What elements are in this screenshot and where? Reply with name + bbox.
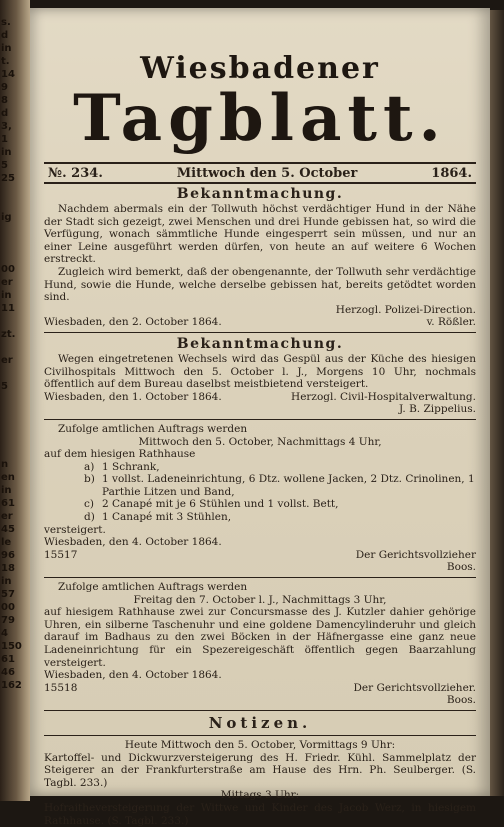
list-item xyxy=(84,461,476,474)
item-text: 1 Canapé mit 3 Stühlen, xyxy=(102,511,232,524)
margin-fragment: ig xyxy=(1,212,12,223)
margin-fragment xyxy=(1,393,17,406)
signer: Boos. xyxy=(446,694,476,707)
margin-fragment: 96 xyxy=(1,550,15,561)
margin-fragment: 00 xyxy=(1,602,15,613)
margin-fragment: en xyxy=(1,472,15,483)
divider xyxy=(44,419,476,420)
margin-fragment: 8 xyxy=(1,95,8,106)
divider xyxy=(44,710,476,711)
notice-time: Heute Mittwoch den 5. October, Vormittags 9 Uhr: xyxy=(124,738,396,751)
notice-auction-watches xyxy=(44,581,476,707)
place-date: Wiesbaden, den 4. October 1864. xyxy=(44,669,222,682)
notice-authority: Herzogl. Polizei-Direction. xyxy=(335,303,476,316)
signer: Boos. xyxy=(446,561,476,574)
margin-fragment: in xyxy=(1,576,12,587)
notice-time: Mittwoch den 5. October, Nachmittags 4 Uhr, xyxy=(138,435,382,448)
margin-fragment xyxy=(1,315,17,328)
margin-fragment: 5 xyxy=(1,160,8,171)
list-item xyxy=(84,511,476,524)
margin-fragment: 3, xyxy=(1,121,12,132)
issue-number: №. 234. xyxy=(48,166,103,181)
margin-fragment: 45 xyxy=(1,524,15,535)
place-date: Wiesbaden, den 1. October 1864. xyxy=(44,390,222,403)
notice-hospital xyxy=(44,336,476,416)
margin-fragment: er xyxy=(1,355,13,366)
notice-number: 15517 xyxy=(44,548,78,561)
margin-fragment: 14 xyxy=(1,69,15,80)
notice-heading: Bekanntmachung. xyxy=(176,335,344,352)
notice-authority: Der Gerichtsvollzieher xyxy=(355,548,476,561)
margin-fragment: 5 xyxy=(1,381,8,392)
margin-fragment: 61 xyxy=(1,654,15,665)
margin-fragment: s. xyxy=(1,17,11,28)
margin-fragment: le xyxy=(1,537,12,548)
auction-item-list xyxy=(44,461,476,524)
margin-fragment: 162 xyxy=(1,680,22,691)
margin-fragment: d xyxy=(1,108,9,119)
margin-fragment: zt. xyxy=(1,329,16,340)
margin-fragment xyxy=(1,445,17,458)
margin-fragment: er xyxy=(1,277,13,288)
signer: J. B. Zippelius. xyxy=(399,403,476,416)
dateline xyxy=(44,162,476,184)
notice-place: auf dem hiesigen Rathhause xyxy=(44,448,196,461)
margin-fragment: 150 xyxy=(1,641,22,652)
newspaper-page xyxy=(30,8,490,827)
masthead-line1: Wiesbadener xyxy=(140,51,380,86)
issue-year: 1864. xyxy=(431,166,472,181)
notice-intro: Zufolge amtlichen Auftrags werden xyxy=(58,422,248,435)
margin-fragment: in xyxy=(1,43,12,54)
margin-fragment: in xyxy=(1,290,12,301)
margin-fragment: 61 xyxy=(1,498,15,509)
notices-section xyxy=(44,714,476,827)
margin-fragment: n xyxy=(1,459,9,470)
margin-fragment xyxy=(1,341,17,354)
margin-fragment: 4 xyxy=(1,628,8,639)
notice-paragraph: Nachdem abermals ein der Tollwuth höchst verdächtiger Hund in der Nähe der Stadt sich gezeigt, zwei Menschen und drei Hunde gebissen hat, so wird die Verfügung, wonach sämmtliche Hunde eingesperrt sein müssen, und nur an einer Leine ausgeführt werden dürfen, von heute an auf weitere 6 Wochen erstreckt. xyxy=(44,203,476,266)
margin-fragment xyxy=(1,367,17,380)
notice-number: 15518 xyxy=(44,681,78,694)
page-edge xyxy=(488,10,504,796)
notice-time: Freitag den 7. October l. J., Nachmittags 3 Uhr, xyxy=(133,593,387,606)
margin-fragment xyxy=(1,237,17,250)
item-label: d) xyxy=(84,511,95,524)
notice-entry: Hofraitheversteigerung der Wittwe und Kinder des Jacob Werz, in hiesigem Rathhause. (S. Tagbl. 233.) xyxy=(44,801,476,827)
margin-fragment: 11 xyxy=(1,303,15,314)
notice-signature xyxy=(44,536,476,549)
margin-fragment xyxy=(1,419,17,432)
notice-signature-line xyxy=(44,682,476,695)
margin-fragment: er xyxy=(1,511,13,522)
issue-date: Mittwoch den 5. October xyxy=(176,166,358,181)
margin-fragment: 25 xyxy=(1,173,15,184)
section-heading: Notizen. xyxy=(208,713,312,732)
notice-paragraph: auf hiesigem Rathhause zwei zur Concursmasse des J. Kutzler dahier gehörige Uhren, ein silberne Taschenuhr und eine goldene Damencylinderuhr und gleich darauf im Badhaus zu den zwei Böcken in der Häfnergasse eine ganz neue Ladeneinrichtung für ein Spezereigeschäft öffentlich gegen Baarzahlung versteigert. xyxy=(44,606,476,669)
masthead-title: Tagblatt. xyxy=(73,81,447,156)
notice-signature xyxy=(44,391,476,404)
item-label: b) xyxy=(84,473,95,486)
margin-fragment: 57 xyxy=(1,589,15,600)
margin-fragment: t. xyxy=(1,56,10,67)
item-label: c) xyxy=(84,498,94,511)
margin-fragment xyxy=(1,224,17,237)
page-content xyxy=(44,8,476,827)
notice-auction-furniture xyxy=(44,423,476,574)
item-text: 1 vollst. Ladeneinrichtung, 6 Dtz. wollene Jacken, 2 Dtz. Crinolinen, 1 Parthie Litzen und Band, xyxy=(102,473,475,498)
notice-paragraph: Zugleich wird bemerkt, daß der obengenannte, der Tollwuth sehr verdächtige Hund, sowie die Hunde, welche derselbe gebissen hat, bereits getödtet worden sind. xyxy=(44,265,476,304)
margin-fragment xyxy=(1,250,17,263)
margin-fragment xyxy=(1,432,17,445)
margin-fragment: 18 xyxy=(1,563,15,574)
place-date: Wiesbaden, den 4. October 1864. xyxy=(44,536,222,549)
margin-fragment xyxy=(1,198,17,211)
margin-fragment: 00 xyxy=(1,264,15,275)
notice-paragraph: Wegen eingetretenen Wechsels wird das Gespül aus der Küche des hiesigen Civilhospitals Mittwoch den 5. October l. J., Morgens 10 Uhr, nochmals öffentlich auf dem Bureau daselbst meistbietend versteigert. xyxy=(44,352,476,391)
margin-fragment: 46 xyxy=(1,667,15,678)
divider xyxy=(44,332,476,333)
notice-signature-line xyxy=(44,549,476,562)
notice-authority: Der Gerichtsvollzieher. xyxy=(353,681,476,694)
notice-signature xyxy=(44,669,476,682)
adjacent-page-margin-text xyxy=(1,16,22,692)
margin-fragment xyxy=(1,406,17,419)
place-date: Wiesbaden, den 2. October 1864. xyxy=(44,316,222,329)
notice-rabies xyxy=(44,186,476,329)
notice-closing: versteigert. xyxy=(44,523,106,536)
margin-fragment: in xyxy=(1,147,12,158)
notice-time: Mittags 3 Uhr: xyxy=(220,789,300,802)
margin-fragment: 1 xyxy=(1,134,8,145)
notice-signature xyxy=(44,316,476,329)
item-label: a) xyxy=(84,460,95,473)
list-item xyxy=(84,498,476,511)
notice-entry: Kartoffel- und Dickwurzversteigerung des H. Friedr. Kühl. Sammelplatz der Steigerer an der Frankfurterstraße am Hause des Hrn. Ph. Seulberger. (S. Tagbl. 233.) xyxy=(44,751,476,789)
notice-intro: Zufolge amtlichen Auftrags werden xyxy=(58,581,248,594)
item-text: 1 Schrank, xyxy=(102,460,160,473)
notice-heading: Bekanntmachung. xyxy=(176,186,344,202)
divider xyxy=(44,735,476,736)
list-item xyxy=(84,473,476,498)
margin-fragment: 9 xyxy=(1,82,8,93)
notice-authority: Herzogl. Civil-Hospitalverwaltung. xyxy=(291,390,476,403)
item-text: 2 Canapé mit je 6 Stühlen und 1 vollst. Bett, xyxy=(102,498,339,511)
margin-fragment: 79 xyxy=(1,615,15,626)
margin-fragment xyxy=(1,185,17,198)
margin-fragment: d xyxy=(1,30,9,41)
margin-fragment: in xyxy=(1,485,12,496)
signer: v. Rößler. xyxy=(426,316,476,329)
divider xyxy=(44,577,476,578)
